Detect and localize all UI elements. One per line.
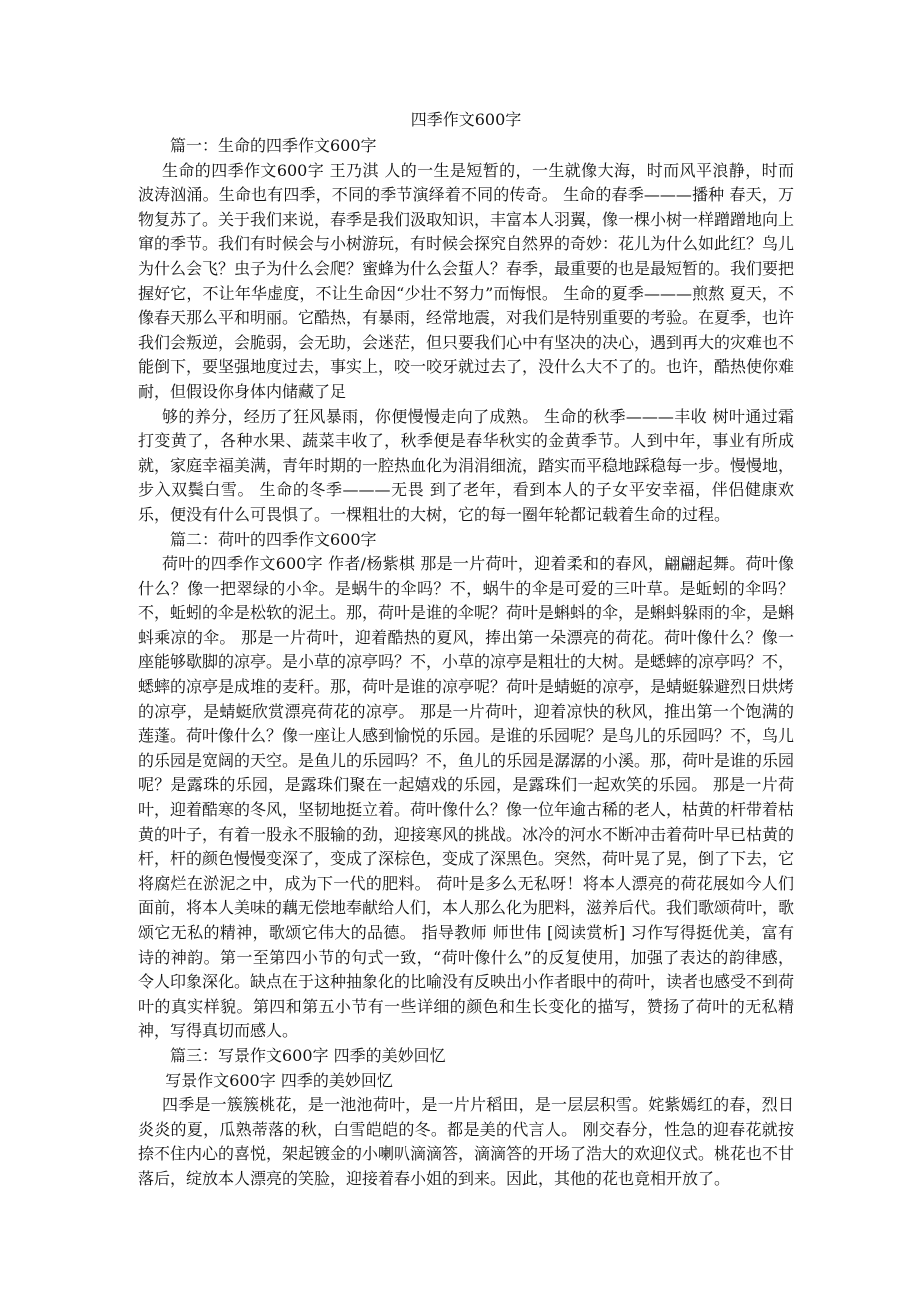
section-1-paragraph-1: 生命的四季作文600字 王乃淇 人的一生是短暂的，一生就像大海，时而风平浪静，时而波涛汹涌。生命也有四季，不同的季节演绎着不同的传奇。 生命的春季———播种 春天，万物复苏了。关于我们来说，春季是我们汲取知识，丰富本人羽翼，像一棵小树一样蹭蹭地向上窜的季节。我们有时候会与小树游玩，有时候会探究自然界的奇妙：花儿为什么如此红？鸟儿为什么会飞？虫子为什么会爬？蜜蜂为什么会蜇人？春季，最重要的也是最短暂的。我们要把握好它，不让年华虚度，不让生命因“少壮不努力”而悔恨。 生命的夏季———煎熬 夏天，不像春天那么平和明丽。它酷热，有暴雨，经常地震，对我们是特别重要的考验。在夏季，也许我们会叛逆，会脆弱，会无助，会迷茫，但只要我们心中有坚决的决心，遇到再大的灾难也不能倒下，要坚强地度过去，事实上，咬一咬牙就过去了，没什么大不了的。也许，酷热使你难耐，但假设你身体内储藏了足 [138, 160, 795, 401]
section-3-paragraph-1: 四季是一簇簇桃花，是一池池荷叶，是一片片稻田，是一层层积雪。姹紫嫣红的春，烈日炎炎的夏，瓜熟蒂落的秋，白雪皑皑的冬。都是美的代言人。 刚交春分，性急的迎春花就按捺不住内心的喜悦，架起镀金的小喇叭滴滴答，滴滴答的开场了浩大的欢迎仪式。桃花也不甘落后，绽放本人漂亮的笑脸，迎接着春小姐的到来。因此，其他的花也竟相开放了。 [138, 1095, 795, 1188]
section-1-paragraph-2: 够的养分，经历了狂风暴雨，你便慢慢走向了成熟。 生命的秋季———丰收 树叶通过霜打变黄了，各种水果、蔬菜丰收了，秋季便是春华秋实的金黄季节。人到中年，事业有所成就，家庭幸福美满，青年时期的一腔热血化为涓涓细流，踏实而平稳地踩稳每一步。慢慢地，步入双鬓白雪。 生命的冬季———无畏 到了老年，看到本人的子女平安幸福，伴侣健康欢乐，便没有什么可畏惧了。一棵粗壮的大树，它的每一圈年轮都记载着生命的过程。 [138, 406, 795, 524]
section-2-paragraph-1: 荷叶的四季作文600字 作者/杨紫棋 那是一片荷叶，迎着柔和的春风，翩翩起舞。荷叶像什么？像一把翠绿的小伞。是蜗牛的伞吗？不，蜗牛的伞是可爱的三叶草。是蚯蚓的伞吗？不，蚯蚓的伞是松软的泥土。那，荷叶是谁的伞呢？荷叶是蝌蚪的伞，是蝌蚪躲雨的伞，是蝌蚪乘凉的伞。 那是一片荷叶，迎着酷热的夏风，捧出第一朵漂亮的荷花。荷叶像什么？像一座能够歇脚的凉亭。是小草的凉亭吗？不，小草的凉亭是粗壮的大树。是蟋蟀的凉亭吗？不，蟋蟀的凉亭是成堆的麦秆。那，荷叶是谁的凉亭呢？荷叶是蜻蜓的凉亭，是蜻蜓躲避烈日烘烤的凉亭，是蜻蜓欣赏漂亮荷花的凉亭。 那是一片荷叶，迎着凉快的秋风，推出第一个饱满的莲蓬。荷叶像什么？像一座让人感到愉悦的乐园。是谁的乐园呢？是鸟儿的乐园吗？不，鸟儿的乐园是宽阔的天空。是鱼儿的乐园吗？不，鱼儿的乐园是潺潺的小溪。那，荷叶是谁的乐园呢？是露珠的乐园，是露珠们聚在一起嬉戏的乐园，是露珠们一起欢笑的乐园。 那是一片荷叶，迎着酷寒的冬风，坚韧地挺立着。荷叶像什么？像一位年逾古稀的老人，枯黄的杆带着枯黄的叶子，有着一股永不服输的劲，迎接寒风的挑战。冰冷的河水不断冲击着荷叶早已枯黄的杆，杆的颜色慢慢变深了，变成了深棕色，变成了深黑色。突然，荷叶晃了晃，倒了下去，它将腐烂在淤泥之中，成为下一代的肥料。 荷叶是多么无私呀！将本人漂亮的荷花展如今人们面前，将本人美味的藕无偿地奉献给人们，本人那么化为肥料，滋养后代。我们歌颂荷叶，歌颂它无私的精神，歌颂它伟大的品德。 指导教师 师世伟 [阅读赏析] 习作写得挺优美，富有诗的神韵。第一至第四小节的句式一致，“荷叶像什么”的反复使用，加强了表达的韵律感，令人印象深化。缺点在于这种抽象化的比喻没有反映出小作者眼中的荷叶，读者也感受不到荷叶的真实样貌。第四和第五小节有一些详细的颜色和生长变化的描写，赞扬了荷叶的无私精神，写得真切而感人。 [138, 554, 795, 1041]
document-page [138, 108, 794, 1192]
section-3-heading: 篇三：写景作文600字 四季的美妙回忆 [170, 1045, 446, 1065]
document-title: 四季作文600字 [410, 110, 522, 129]
section-1-heading: 篇一：生命的四季作文600字 [170, 136, 377, 155]
section-3-subheading: 写景作文600字 四季的美妙回忆 [165, 1070, 393, 1090]
section-2-heading: 篇二：荷叶的四季作文600字 [170, 529, 377, 549]
